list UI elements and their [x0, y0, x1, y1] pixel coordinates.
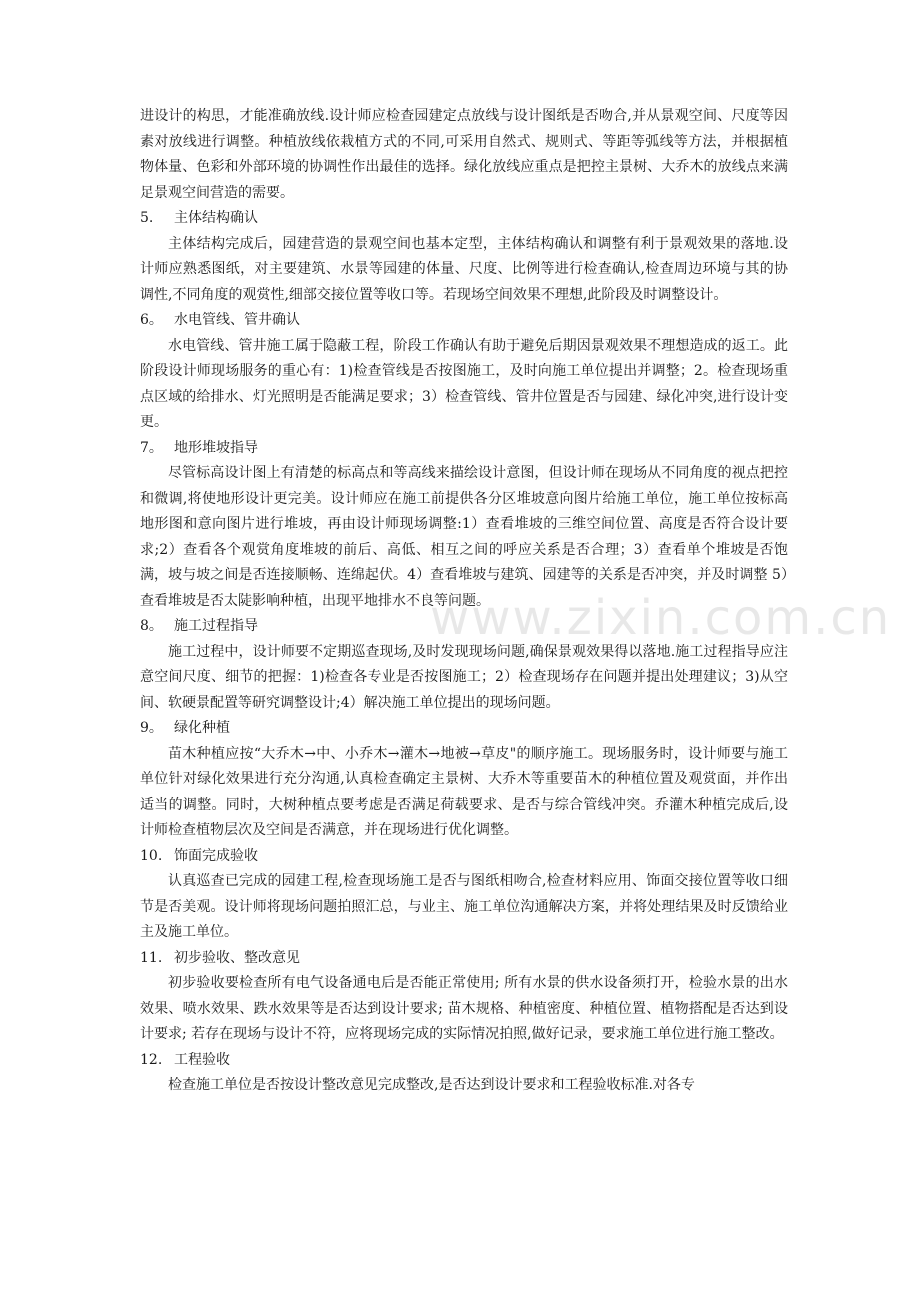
- section-heading-8: [140, 614, 788, 640]
- section-body-6: 水电管线、管井施工属于隐蔽工程，阶段工作确认有助于避免后期因景观效果不理想造成的返工。此阶段设计师现场服务的重心有：1)检查管线是否按图施工，及时向施工单位提出并调整；2。检查现场重点区域的给排水、灯光照明是否能满足要求；3）检查管线、管井位置是否与园建、绿化冲突,进行设计变更。: [140, 337, 788, 430]
- section-number: 8。: [140, 618, 163, 634]
- section-body-5: 主体结构完成后，园建营造的景观空间也基本定型，主体结构确认和调整有利于景观效果的落地.设计师应熟悉图纸，对主要建筑、水景等园建的体量、尺度、比例等进行检查确认,检查周边环境与其的协调性,不同角度的观赏性,细部交接位置等收口等。若现场空间效果不理想,此阶段及时调整设计。: [140, 235, 788, 303]
- section-number: 10.: [140, 847, 163, 864]
- section-heading-12: [140, 1048, 788, 1074]
- section-heading-7: [140, 436, 788, 462]
- section-title: 主体结构确认: [174, 210, 258, 226]
- section-heading-11: [140, 946, 788, 972]
- section-title: 饰面完成验收: [174, 847, 258, 864]
- section-body-8: 施工过程中，设计师要不定期巡查现场,及时发现现场问题,确保景观效果得以落地.施工过程指导应注意空间尺度、细节的把握：1)检查各专业是否按图施工；2）检查现场存在问题并提出处理建议；3)从空间、软硬景配置等研究调整设计;4）解决施工单位提出的现场问题。: [140, 643, 788, 711]
- section-title: 地形堆坡指导: [174, 439, 258, 456]
- section-body-9: 苗木种植应按“大乔木→中、小乔木→灌木→地被→草皮"的顺序施工。现场服务时，设计师要与施工单位针对绿化效果进行充分沟通,认真检查确定主景树、大乔木等重要苗木的种植位置及观赏面，并作出适当的调整。同时，大树种植点要考虑是否满足荷载要求、是否与综合管线冲突。乔灌木种植完成后,设计师检查植物层次及空间是否满意，并在现场进行优化调整。: [140, 745, 788, 838]
- watermark: www.zixin.com.cn: [430, 590, 892, 646]
- section-body-11: 初步验收要检查所有电气设备通电后是否能正常使用; 所有水景的供水设备须打开，检验水景的出水效果、喷水效果、跌水效果等是否达到设计要求; 苗木规格、种植密度、种植位置、植物搭配是否达到设计要求; 若存在现场与设计不符，应将现场完成的实际情况拍照,做好记录，要求施工单位进行施工整改。: [140, 975, 788, 1042]
- section-number: 11.: [140, 949, 163, 966]
- document-body: [140, 104, 788, 1099]
- section-heading-5: [140, 206, 788, 232]
- section-number: 9。: [140, 720, 163, 736]
- section-heading-10: [140, 844, 788, 870]
- section-heading-6: [140, 308, 788, 334]
- section-heading-9: [140, 716, 788, 742]
- section-title: 水电管线、管井确认: [174, 312, 300, 328]
- intro-paragraph: 进设计的构思，才能准确放线.设计师应检查园建定点放线与设计图纸是否吻合,并从景观空间、尺度等因素对放线进行调整。种植放线依栽植方式的不同,可采用自然式、规则式、等距等弧线等方法，并根据植物体量、色彩和外部环境的协调性作出最佳的选择。绿化放线应重点是把控主景树、大乔木的放线点来满足景观空间营造的需要。: [140, 108, 788, 201]
- section-number: 12.: [140, 1051, 163, 1068]
- section-title: 施工过程指导: [174, 618, 258, 634]
- section-title: 工程验收: [174, 1051, 230, 1068]
- section-title: 绿化种植: [174, 720, 230, 736]
- section-body-7: 尽管标高设计图上有清楚的标高点和等高线来描绘设计意图，但设计师在现场从不同角度的视点把控和微调,将使地形设计更完美。设计师应在施工前提供各分区堆坡意向图片给施工单位，施工单位按标高地形图和意向图片进行堆坡，再由设计师现场调整:1）查看堆坡的三维空间位置、高度是否符合设计要求;2）查看各个观赏角度堆坡的前后、高低、相互之间的呼应关系是否合理；3）查看单个堆坡是否饱满，坡与坡之间是否连接顺畅、连绵起伏。4）查看堆坡与建筑、园建等的关系是否冲突，并及时调整 5）查看堆坡是否太陡影响种植，出现平地排水不良等问题。: [140, 465, 788, 609]
- section-body-12: 检查施工单位是否按设计整改意见完成整改,是否达到设计要求和工程验收标准.对各专: [168, 1077, 695, 1093]
- section-number: 6。: [140, 312, 163, 328]
- section-number: 7。: [140, 439, 163, 456]
- section-number: 5.: [140, 210, 154, 226]
- section-title: 初步验收、整改意见: [174, 949, 300, 966]
- section-body-10: 认真巡查已完成的园建工程,检查现场施工是否与图纸相吻合,检查材料应用、饰面交接位置等收口细节是否美观。设计师将现场问题拍照汇总，与业主、施工单位沟通解决方案，并将处理结果及时反馈给业主及施工单位。: [140, 873, 788, 940]
